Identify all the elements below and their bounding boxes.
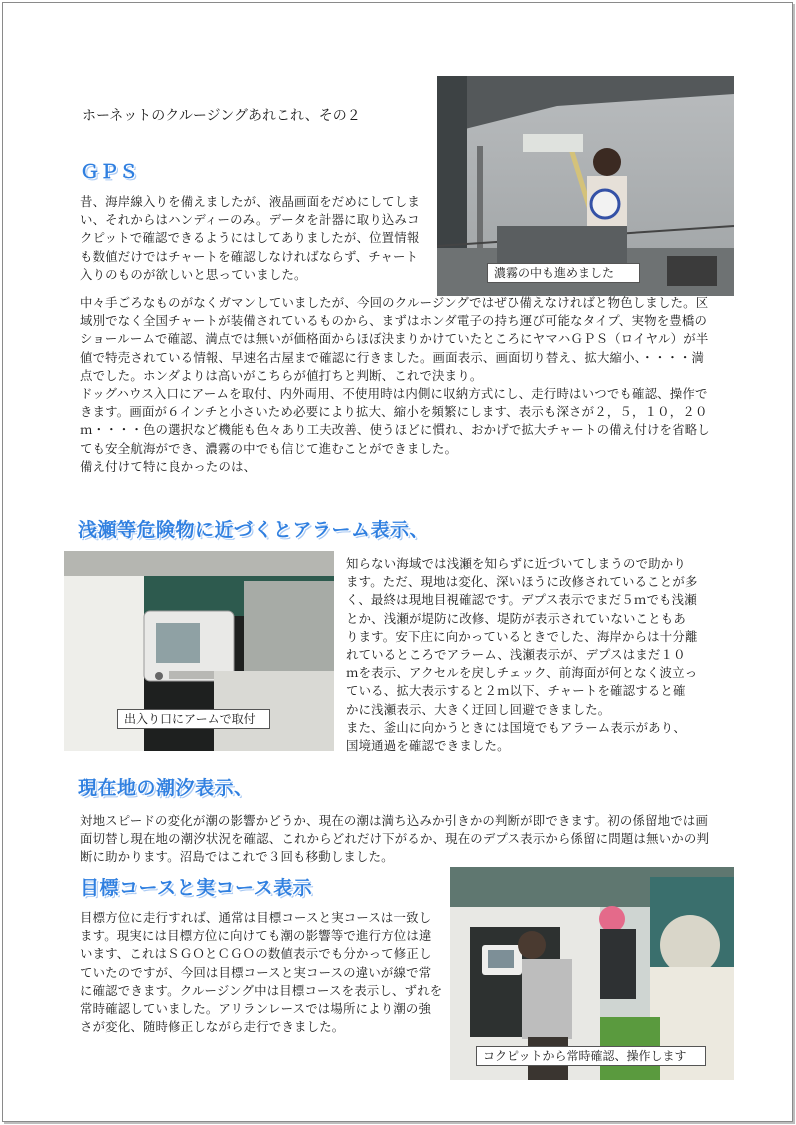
course-text	[80, 909, 443, 1036]
tide-heading: 現在地の潮汐表示、	[78, 777, 254, 799]
gps-body-text	[80, 294, 715, 476]
gps-paragraph-3: ドッグハウス入口にアームを取付、内外両用、不使用時は内側に収納方式にし、走行時はいつでも確認、操作できます。画面が６インチと小さいため必要により拡大、縮小を頻繁にします、表示も深さが２，５，１０，２０ｍ・・・・色の選択など機能も色々あり工夫改善、使うほどに慣れ、おかげで拡大チャートの備え付けを省略しても安全航海ができ、濃霧の中でも信じて進むことができました。	[80, 386, 710, 456]
tide-paragraph-1: 対地スピードの変化が潮の影響かどうか、現在の潮は満ち込みか引きかの判断が即できます。初の係留地では画面切替し現在地の潮汐状況を確認、これからどれだけ下がるか、現在のデプス表示から係留に問題は無いかの判断に助かります。沼島ではこれで３回も移動しました。	[80, 813, 710, 865]
alarm-paragraph-1: 知らない海域では浅瀬を知らずに近づいてしまうので助かります。ただ、現地は変化、深いほうに改修されていることが多く、最終は現地目視確認です。デプス表示でまだ５ｍでも浅瀬とか、浅瀬が堤防に改修、堤防が表示されていないこともあります。安下庄に向かっているときでした、海岸からは十分離れているところでアラーム、浅瀬表示が、デプスはまだ１０ｍを表示、アクセルを戻しチェック、前海面が何となく波立っている、拡大表示すると２ｍ以下、チャートを確認すると確かに浅瀬表示、大きく迂回し回避できました。	[346, 556, 698, 717]
gps-paragraph-1: 昔、海岸線入りを備えましたが、液晶画面をだめにしてしまい、それからはハンディーのみ。データを計器に取り込みコクピットで確認できるようにはしてありましたが、位置情報も数値だけではチャートを確認しなければならず、チャート入りのものが欲しいと思っていました。	[80, 194, 420, 282]
gps-intro-text	[80, 193, 427, 284]
alarm-heading: 浅瀬等危険物に近づくとアラーム表示、	[78, 519, 430, 541]
cockpit-photo-caption: コクピットから常時確認、操作します	[476, 1046, 706, 1066]
tide-text	[80, 812, 717, 867]
fog-photo-caption: 濃霧の中も進めました	[487, 263, 640, 283]
gps-paragraph-2: 中々手ごろなものがなくガマンしていましたが、今回のクルージングではぜひ備えなければと物色しました。区域別でなく全国チャートが装備されているものから、まずはホンダ電子の持ち運び可能なタイプ、実物を豊橋のショールームで確認、満点では無いが価格面からほぼ決まりかけていたところにヤマハＧＰＳ（ロイヤル）が半値で特売されている情報、早速名古屋まで確認に行きました。画面表示、画面切り替え、拡大縮小、・・・・満点でした。ホンダよりは高いがこちらが値打ちと判断、これで決まり。	[80, 295, 709, 383]
course-heading: 目標コースと実コース表示	[80, 877, 313, 899]
alarm-paragraph-2: また、釜山に向かうときには国境でもアラーム表示があり、国境通過を確認できました。	[346, 719, 686, 754]
gps-heading: ＧＰＳ	[80, 161, 139, 183]
document-title: ホーネットのクルージングあれこれ、その２	[82, 108, 361, 124]
course-paragraph-1: 目標方位に走行すれば、通常は目標コースと実コースは一致します。現実には目標方位に向けても潮の影響等で進行方位は違います、これはＳＧＯとＣＧＯの数値表示でも分かって修正していたのですが、今回は目標コースと実コースの違いが線で常に確認できます。クルージング中は目標コースを表示し、ずれを常時確認していました。アリランレースでは場所により潮の強さが変化、随時修正しながら走行できました。	[80, 910, 443, 1035]
alarm-text	[346, 555, 698, 755]
gps-paragraph-4: 備え付けて特に良かったのは、	[80, 458, 257, 474]
mount-photo-caption: 出入り口にアームで取付	[117, 709, 270, 729]
